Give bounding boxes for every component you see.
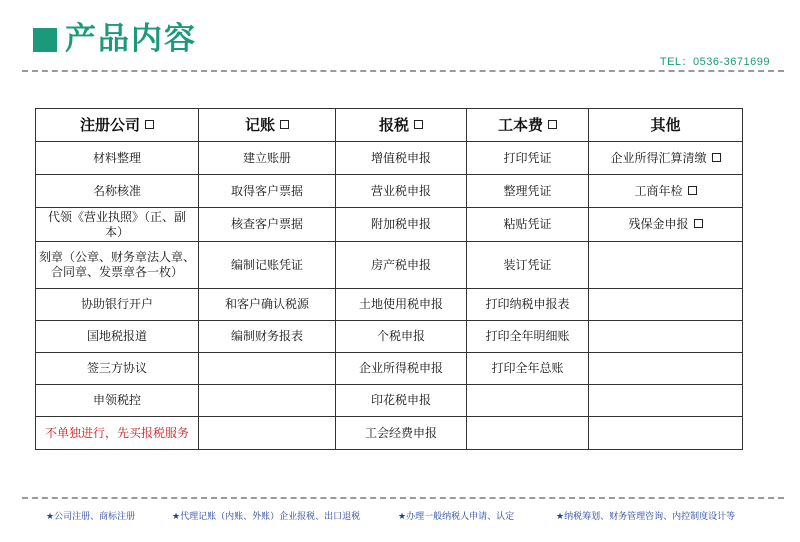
table-cell: 建立账册 (199, 142, 336, 175)
table-cell (589, 353, 743, 385)
product-content-table (35, 108, 743, 450)
table-cell: 营业税申报 (336, 175, 467, 208)
footer-item: ★纳税筹划、财务管理咨询、内控制度设计等 (556, 512, 736, 522)
table-row (36, 289, 743, 321)
checkbox-icon (712, 153, 721, 162)
table-row (36, 353, 743, 385)
telephone-number: TEL：0536-3671699 (659, 56, 770, 68)
table-cell (199, 353, 336, 385)
table-cell: 个税申报 (336, 321, 467, 353)
table-cell (199, 385, 336, 417)
table-row (36, 242, 743, 289)
checkbox-icon (694, 219, 703, 228)
page-title-block (33, 21, 197, 57)
table-cell: 粘贴凭证 (467, 208, 589, 242)
footer-item: ★办理一般纳税人申请、认定 (398, 512, 515, 522)
table-cell: 核查客户票据 (199, 208, 336, 242)
column-header: 记账 (199, 109, 336, 142)
footer-item: ★公司注册、商标注册 (46, 512, 136, 522)
table-row (36, 385, 743, 417)
table-row (36, 321, 743, 353)
table-cell (589, 321, 743, 353)
table-cell: 打印凭证 (467, 142, 589, 175)
table-row (36, 142, 743, 175)
checkbox-icon (688, 186, 697, 195)
footer-item: ★代理记账（内账、外账）企业报税、出口退税 (172, 512, 361, 522)
table-cell (589, 289, 743, 321)
title-square-icon (33, 28, 57, 52)
table-cell: 装订凭证 (467, 242, 589, 289)
table-cell (589, 242, 743, 289)
table-cell: 企业所得汇算清缴 (589, 142, 743, 175)
column-header: 其他 (589, 109, 743, 142)
table-cell (589, 417, 743, 450)
table-cell: 取得客户票据 (199, 175, 336, 208)
table-cell: 打印全年明细账 (467, 321, 589, 353)
table-cell: 增值税申报 (336, 142, 467, 175)
warning-note-cell: 不单独进行，先买报税服务 (36, 417, 199, 450)
table-cell: 材料整理 (36, 142, 199, 175)
table-cell: 申领税控 (36, 385, 199, 417)
page-title: 产品内容 (65, 21, 197, 57)
table-cell: 编制财务报表 (199, 321, 336, 353)
table-row (36, 208, 743, 242)
table-cell: 名称核准 (36, 175, 199, 208)
checkbox-icon (414, 120, 423, 129)
table-cell (199, 417, 336, 450)
checkbox-icon (548, 120, 557, 129)
table-cell: 工商年检 (589, 175, 743, 208)
table-cell: 附加税申报 (336, 208, 467, 242)
top-dashed-divider (22, 70, 784, 72)
table-cell: 国地税报道 (36, 321, 199, 353)
table-cell (467, 417, 589, 450)
table-cell: 刻章（公章、财务章法人章、合同章、发票章各一枚） (36, 242, 199, 289)
table-cell: 残保金申报 (589, 208, 743, 242)
table-cell: 印花税申报 (336, 385, 467, 417)
table-cell: 企业所得税申报 (336, 353, 467, 385)
table-cell: 和客户确认税源 (199, 289, 336, 321)
table-cell: 打印全年总账 (467, 353, 589, 385)
table-cell: 协助银行开户 (36, 289, 199, 321)
table-cell: 打印纳税申报表 (467, 289, 589, 321)
table-row (36, 175, 743, 208)
bottom-dashed-divider (22, 497, 784, 499)
table-cell (589, 385, 743, 417)
table-cell: 代领《营业执照》（正、副本） (36, 208, 199, 242)
column-header: 报税 (336, 109, 467, 142)
table-row (36, 417, 743, 450)
table-cell: 编制记账凭证 (199, 242, 336, 289)
checkbox-icon (145, 120, 154, 129)
table-cell: 签三方协议 (36, 353, 199, 385)
table-cell: 房产税申报 (336, 242, 467, 289)
column-header: 注册公司 (36, 109, 199, 142)
column-header: 工本费 (467, 109, 589, 142)
table-cell (467, 385, 589, 417)
table-cell: 工会经费申报 (336, 417, 467, 450)
table-header-row (36, 109, 743, 142)
table-cell: 土地使用税申报 (336, 289, 467, 321)
table-cell: 整理凭证 (467, 175, 589, 208)
checkbox-icon (280, 120, 289, 129)
